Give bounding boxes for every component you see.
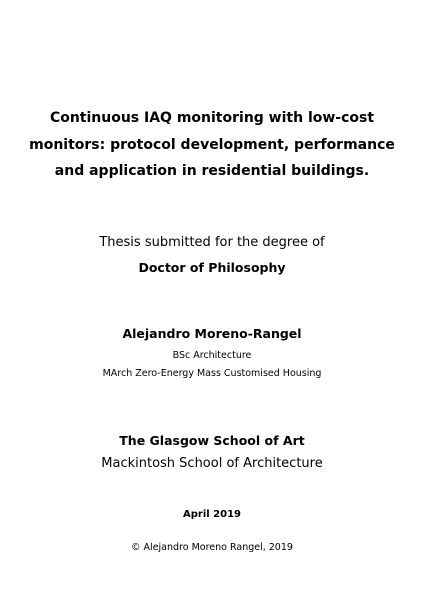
school-name: Mackintosh School of Architecture xyxy=(101,456,323,471)
institution-name: The Glasgow School of Art xyxy=(119,433,305,448)
submission-date: April 2019 xyxy=(183,509,241,520)
degree-name: Doctor of Philosophy xyxy=(138,260,286,275)
thesis-title-line-3: and application in residential buildings. xyxy=(54,163,370,179)
submission-statement: Thesis submitted for the degree of xyxy=(99,235,325,250)
author-qualification-1: BSc Architecture xyxy=(172,350,252,361)
author-qualification-2: MArch Zero-Energy Mass Customised Housing xyxy=(102,368,322,379)
author-name: Alejandro Moreno-Rangel xyxy=(122,326,302,341)
thesis-title-line-1: Continuous IAQ monitoring with low-cost xyxy=(49,110,375,126)
copyright-notice: © Alejandro Moreno Rangel, 2019 xyxy=(131,542,293,553)
thesis-title-line-2: monitors: protocol development, performance xyxy=(29,137,395,153)
